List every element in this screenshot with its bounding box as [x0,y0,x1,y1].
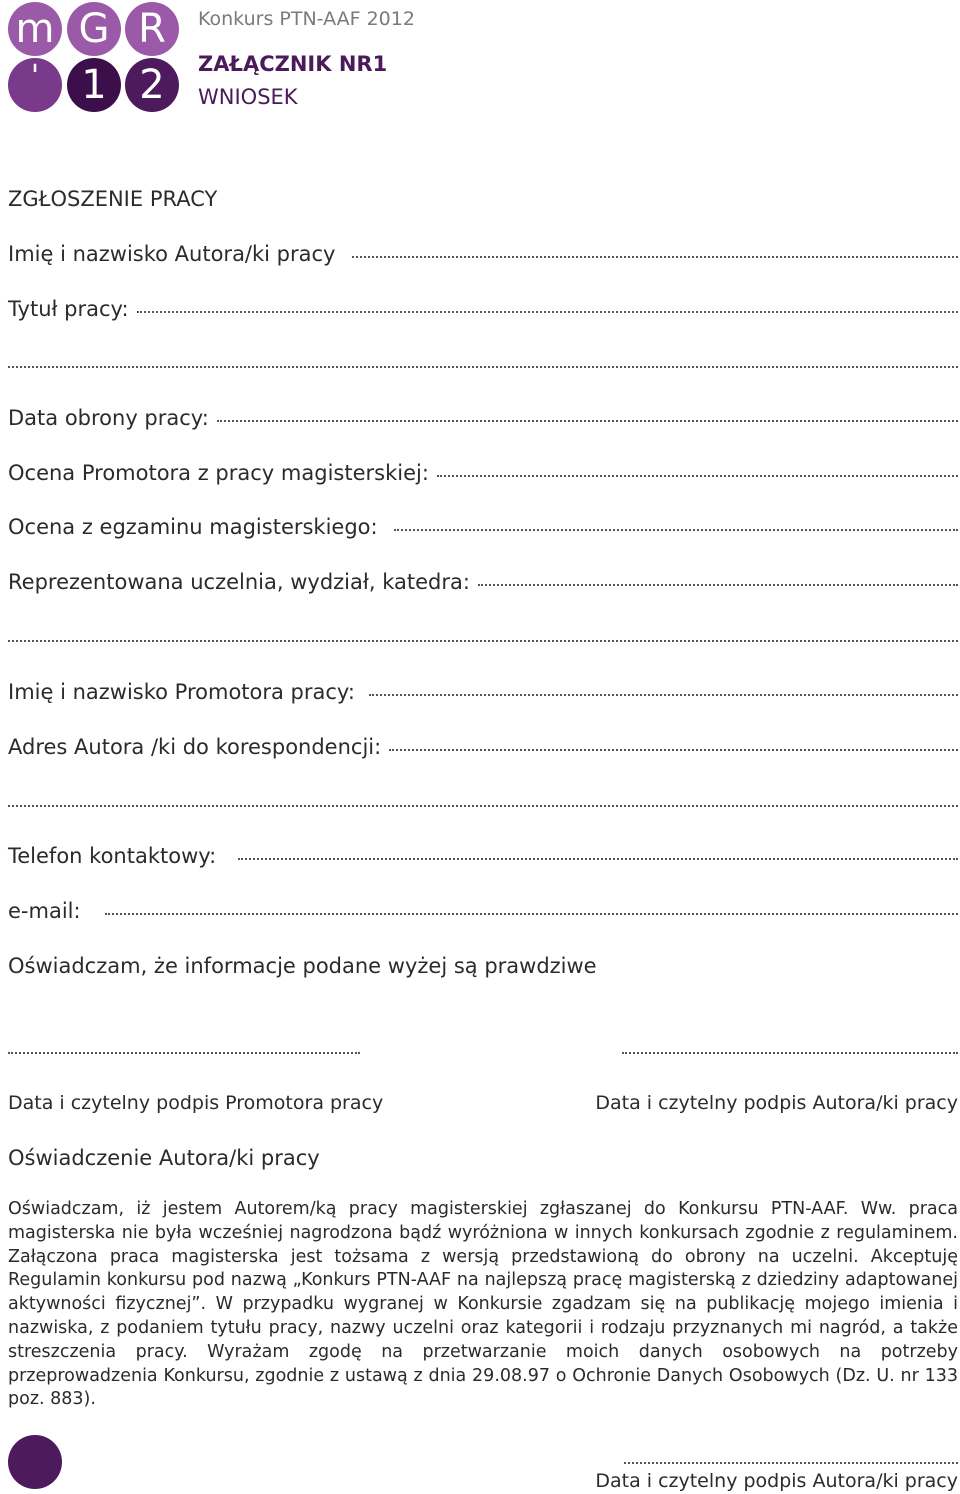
field-address-label: Adres Autora /ki do korespondencji: [8,735,382,759]
bottom-author-signature-label: Data i czytelny podpis Autora/ki pracy [595,1470,958,1492]
field-phone-label: Telefon kontaktowy: [8,844,217,868]
field-author-name [8,241,960,267]
field-promoter-grade [8,460,960,486]
defense-date-fill-line[interactable] [217,416,958,422]
logo-circle-m [8,2,62,56]
field-defense-date [8,405,960,431]
logo-circle-r [125,2,179,56]
field-promoter-grade-label: Ocena Promotora z pracy magisterskiej: [8,461,429,485]
section-title: ZGŁOSZENIE PRACY [8,187,218,211]
field-exam-grade-label: Ocena z egzaminu magisterskiego: [8,515,378,539]
logo-letter-g: G [78,6,110,52]
field-promoter-name [8,679,960,705]
title-fill-line-2[interactable] [8,362,958,368]
field-author-name-label: Imię i nazwisko Autora/ki pracy [8,242,336,266]
statement-title: Oświadczenie Autora/ki pracy [8,1146,320,1170]
promoter-grade-fill-line[interactable] [437,471,958,477]
exam-grade-fill-line[interactable] [394,525,958,531]
logo-circle-2 [125,58,179,112]
logo-letter-1: 1 [81,62,107,108]
address-fill-line[interactable] [389,745,958,751]
bottom-author-signature-line[interactable] [624,1458,958,1464]
field-email [8,898,960,924]
field-defense-date-label: Data obrony pracy: [8,406,209,430]
logo-circle-1 [67,58,121,112]
field-email-label: e-mail: [8,899,81,923]
logo-letter-m: m [15,6,55,52]
promoter-signature-line[interactable] [8,1048,360,1054]
university-fill-line-2[interactable] [8,636,958,642]
field-university-label: Reprezentowana uczelnia, wydział, katedra: [8,570,470,594]
field-title [8,296,960,322]
logo-letter-apostrophe: ' [30,59,40,94]
author-signature-line[interactable] [622,1048,958,1054]
promoter-signature-label: Data i czytelny podpis Promotora pracy [8,1092,384,1114]
attachment-title: ZAŁĄCZNIK NR1 [198,52,388,76]
field-promoter-name-label: Imię i nazwisko Promotora pracy: [8,680,355,704]
declaration-truthful: Oświadczam, że informacje podane wyżej są prawdziwe [8,954,597,978]
field-address [8,734,960,760]
author-signature-label: Data i czytelny podpis Autora/ki pracy [595,1092,958,1114]
application-title: WNIOSEK [198,85,298,109]
footer-logo-circle [8,1435,62,1489]
logo-letter-r: R [138,6,166,52]
title-fill-line[interactable] [137,307,958,313]
address-fill-line-2[interactable] [8,801,958,807]
field-exam-grade [8,514,960,540]
author-name-fill-line[interactable] [352,252,959,258]
university-fill-line[interactable] [478,580,958,586]
logo-letter-2: 2 [139,62,165,108]
field-university [8,569,960,595]
email-fill-line[interactable] [105,909,958,915]
logo-circle-apostrophe [8,58,62,112]
field-phone [8,843,960,869]
mgr12-logo [0,0,190,120]
field-title-label: Tytuł pracy: [8,297,129,321]
logo-circle-g [67,2,121,56]
statement-text: Oświadczam, iż jestem Autorem/ką pracy magisterskiej zgłaszanej do Konkursu PTN-AAF. Ww. praca magisterska nie była wcześniej nagrodzona bądź wyróżniona w innych konkursach zgodnie z regulaminem. Załączona praca magisterska jest tożsama z wersją przedstawioną do obrony na uczelni. Akceptuję Regulamin konkursu pod nazwą „Konkurs PTN-AAF na najlepszą pracę magisterską z dziedziny adaptowanej aktywności fizycznej”. W przypadku wygranej w Konkursie zgadzam się na publikację mojego imienia i nazwiska, z podaniem tytułu pracy, nazwy uczelni oraz kategorii i rodzaju przyznanych mi nagród, a także streszczenia pracy. Wyrażam zgodę na przetwarzanie moich danych osobowych na potrzeby przeprowadzenia Konkursu, zgodnie z ustawą z dnia 29.08.97 o Ochronie Danych Osobowych (Dz. U. nr 133 poz. 883). [8,1199,958,1410]
contest-name: Konkurs PTN-AAF 2012 [198,8,415,30]
phone-fill-line[interactable] [238,854,958,860]
promoter-name-fill-line[interactable] [369,690,958,696]
